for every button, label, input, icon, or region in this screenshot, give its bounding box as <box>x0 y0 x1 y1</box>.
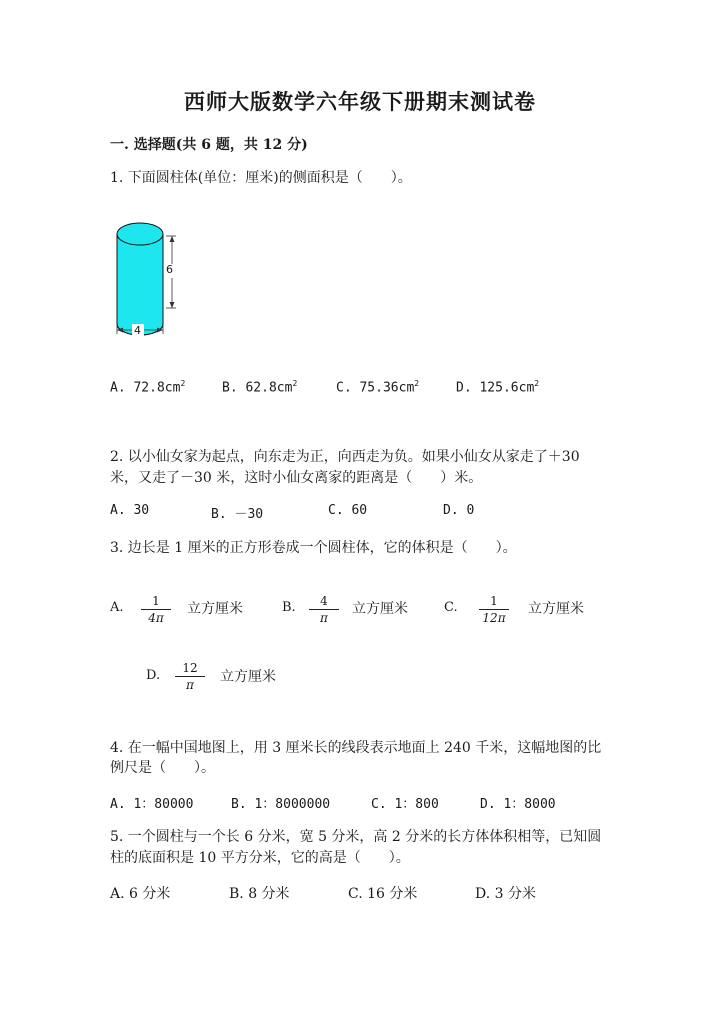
q3-option-a-unit: 立方厘米 <box>187 601 243 617</box>
q2-option-c[interactable]: C. 60 <box>328 503 368 518</box>
q2-option-b[interactable]: B. －30 <box>211 507 264 522</box>
q3-option-c-letter: C. <box>444 600 458 615</box>
q3-option-c-unit: 立方厘米 <box>528 601 584 617</box>
q5-option-a[interactable]: A. 6 分米 <box>110 886 171 902</box>
question-2-line-1: 2. 以小仙女家为起点，向东走为正，向西走为负。如果小仙女从家走了＋30 <box>110 449 580 465</box>
q1-option-b[interactable]: B. $62.8cm^2$ <box>222 379 298 396</box>
q3-option-a-fraction: $\frac{1}{4\pi}$ <box>141 594 171 625</box>
question-4-line-1: 4. 在一幅中国地图上，用 3 厘米长的线段表示地面上 240 千米，这幅地图的比 <box>110 740 602 756</box>
q3-option-d-unit: 立方厘米 <box>220 669 276 685</box>
diameter-label: 4 <box>134 324 141 337</box>
q4-option-a[interactable]: A. 1：80000 <box>110 797 194 812</box>
q3-option-b-unit: 立方厘米 <box>352 601 408 617</box>
question-5-line-1: 5. 一个圆柱与一个长 6 分米，宽 5 分米，高 2 分米的长方体体积相等，已知圆 <box>110 829 602 845</box>
q3-option-b-fraction: $\frac{4}{\pi}$ <box>309 594 339 625</box>
question-4-line-2: 例尺是（ ）。 <box>110 760 215 776</box>
q5-option-b[interactable]: B. 8 分米 <box>229 886 290 902</box>
q4-option-c[interactable]: C. 1：800 <box>371 797 439 812</box>
question-1-text: 1. 下面圆柱体(单位：厘米)的侧面积是（ ）。 <box>110 170 412 186</box>
q5-option-d[interactable]: D. 3 分米 <box>475 886 536 902</box>
q4-option-b[interactable]: B. 1：8000000 <box>231 797 331 812</box>
question-3-text: 3. 边长是 1 厘米的正方形卷成一个圆柱体，它的体积是（ ）。 <box>110 540 517 556</box>
q1-option-a[interactable]: A. $72.8cm^2$ <box>110 379 186 396</box>
q3-option-d-letter: D. <box>146 668 161 683</box>
section-heading: 一. 选择题(共 6 题，共 12 分) <box>110 137 308 153</box>
q3-option-d-fraction: $\frac{12}{\pi}$ <box>175 661 205 692</box>
cylinder-figure <box>108 212 188 342</box>
q1-option-d[interactable]: D. $125.6cm^2$ <box>456 379 540 396</box>
q5-option-c[interactable]: C. 16 分米 <box>348 886 418 902</box>
q2-option-d[interactable]: D. 0 <box>443 503 475 518</box>
q3-option-b-letter: B. <box>282 600 296 615</box>
question-2-line-2: 米，又走了－30 米，这时小仙女离家的距离是（ ）米。 <box>110 470 483 486</box>
q1-option-c[interactable]: C. $75.36cm^2$ <box>336 379 420 396</box>
page-title: 西师大版数学六年级下册期末测试卷 <box>184 89 536 114</box>
q2-option-a[interactable]: A. 30 <box>110 503 150 518</box>
height-label: 6 <box>166 263 173 276</box>
q3-option-a-letter: A. <box>110 600 124 615</box>
question-5-line-2: 柱的底面积是 10 平方分米，它的高是（ ）。 <box>110 850 410 866</box>
q4-option-d[interactable]: D. 1：8000 <box>480 797 556 812</box>
q3-option-c-fraction: $\frac{1}{12\pi}$ <box>479 594 509 625</box>
